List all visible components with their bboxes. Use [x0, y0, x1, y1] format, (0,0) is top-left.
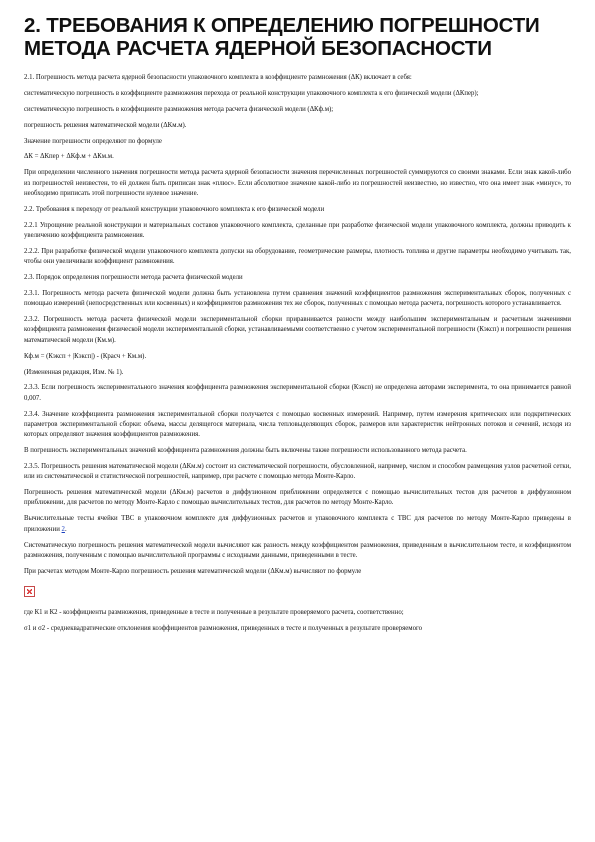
paragraph: систематическую погрешность в коэффициенте размножения метода расчета физической модели (ΔКф.м); — [24, 105, 334, 113]
paragraph: Погрешность решения математической модели (ΔКм.м) расчетов в диффузионном приближении определяется с помощью вычислительных тестов для расчетов в диффузионном приближении, для расчетов по методу Монте-Карло с помощью вычислительных тестов, для расчетов по методу Монте-Карло. — [24, 489, 571, 507]
paragraph: 2.3.1. Погрешность метода расчета физической модели должна быть установлена путем сравнения значений коэффициентов размножения экспериментальных сборок, полученных с помощью измерений (непосредственных или косвенных) и коэффициентов размножения тех же сборок, полученных с помощью метода расчета, погрешность которого устанавливается. — [24, 289, 571, 308]
paragraph: 2.3.5. Погрешность решения математической модели (ΔКм.м) состоит из систематической погрешности, обусловленной, например, числом и способом размещения узлов расчетной сетки, или из систематической и статистической погрешностей, например, при расчете с помощью метода Монте-Карло. — [24, 463, 571, 481]
formula-image-container — [24, 583, 571, 608]
section-heading: 2. ТРЕБОВАНИЯ К ОПРЕДЕЛЕНИЮ ПОГРЕШНОСТИ МЕТОДА РАСЧЕТА ЯДЕРНОЙ БЕЗОПАСНОСТИ — [24, 14, 540, 60]
broken-image-icon[interactable] — [24, 586, 35, 597]
paragraph: Значение погрешности определяют по формуле — [24, 137, 162, 145]
paragraph: где К1 и К2 - коэффициенты размножения, приведенные в тесте и полученные в результате проверяемого расчета, соответственно; — [24, 608, 404, 616]
paragraph: При расчетах методом Монте-Карло погрешность решения математической модели (ΔКм.м) вычисляют по формуле — [24, 567, 362, 575]
paragraph: систематическую погрешность в коэффициенте размножения перехода от реальной конструкции упаковочного комплекта к его физической модели (ΔКпер); — [24, 89, 479, 97]
formula-line: Кф.м = (Кэксп + |Кэксп|) - (Красч + Км.м). — [24, 352, 147, 360]
paragraph: 2.1. Погрешность метода расчета ядерной безопасности упаковочного комплекта в коэффициенте размножения (ΔК) включает в себя: — [24, 74, 412, 81]
paragraph: 2.2.1 Упрощение реальной конструкции и материальных составов упаковочного комплекта, сделанные при разработке физической модели упаковочного комплекта, должны приводить к увеличению коэффициента размножения. — [24, 221, 571, 240]
paragraph: погрешность решения математической модели (ΔКм.м). — [24, 121, 187, 129]
paragraph: 2.3.4. Значение коэффициента размножения экспериментальной сборки получается с помощью косвенных измерений. Например, путем измерения критических или подкритических параметров экспериментальной сборки: объема, массы делящегося материала, числа тепловыделяющих сборок, размеров или характеристик нейтронных потоков и сечений, исходя из которых определяют значения коэффициентов размножения. — [24, 410, 571, 439]
paragraph-with-link: Вычислительные тесты ячейки ТВС в упаковочном комплекте для диффузионных расчетов и упаковочного комплекта с ТВС для расчетов по методу Монте-Карло приведены в приложении 2. — [24, 515, 571, 533]
paragraph: 2.3.2. Погрешность метода расчета физической модели экспериментальной сборки приравнивается разности между наибольшим экспериментальным и расчетным значениями коэффициента размножения физической модели экспериментальной сборки, устанавливаемыми соответственно с учетом экспериментальной погрешности (Кэксп) и погрешности решения математической модели (Км.м). — [24, 316, 571, 344]
paragraph: В погрешность экспериментальных значений коэффициента размножения должны быть включены также погрешности использованного метода расчета. — [24, 447, 467, 455]
paragraph: При определении численного значения погрешности метода расчета ядерной безопасности значения перечисленных погрешностей суммируются со своими знаками. Если знак какой-либо из погрешностей неизвестен, то ей должен быть приписан знак «плюс». Если абсолютное значение какой-либо из погрешностей неизвестно, но известно, что она имеет знак «минус», то необходимо приписать этой погрешности нулевое значение. — [24, 169, 571, 197]
subsection-heading: 2.3. Порядок определения погрешности метода расчета физической модели — [24, 274, 243, 282]
subsection-heading: 2.2. Требования к переходу от реальной конструкции упаковочного комплекта к его физической модели — [24, 205, 325, 213]
paragraph: σ1 и σ2 - среднеквадратические отклонения коэффициентов размножения, приведенных в тесте и полученных в результате проверяемого — [24, 624, 422, 632]
paragraph: Систематическую погрешность решения математической модели вычисляют как разность между коэффициентом размножения, приведенным в вычислительном тесте, и коэффициентом размножения, полученным с помощью вычислительной программы с исходными данными, приведенными в тесте. — [24, 541, 571, 559]
appendix-link[interactable]: 2 — [61, 525, 65, 533]
amendment-note: (Измененная редакция, Изм. № 1). — [24, 368, 124, 376]
paragraph-text: Вычислительные тесты ячейки ТВС в упаковочном комплекте для диффузионных расчетов и упаковочного комплекта с ТВС для расчетов по методу Монте-Карло приведены в приложении — [24, 515, 571, 533]
paragraph: 2.3.3. Если погрешность экспериментального значения коэффициента размножения экспериментальной сборки (Кэксп) не определена авторами эксперимента, то она принимается равной 0,007. — [24, 384, 571, 402]
paragraph: 2.2.2. При разработке физической модели упаковочного комплекта допуски на оборудование, геометрические размеры, плотность топлива и другие параметры необходимо учитывать так, чтобы они увеличивали коэффициент размножения. — [24, 247, 571, 266]
formula-line: ΔК = ΔКпер + ΔКф.м + ΔКм.м. — [24, 153, 114, 161]
